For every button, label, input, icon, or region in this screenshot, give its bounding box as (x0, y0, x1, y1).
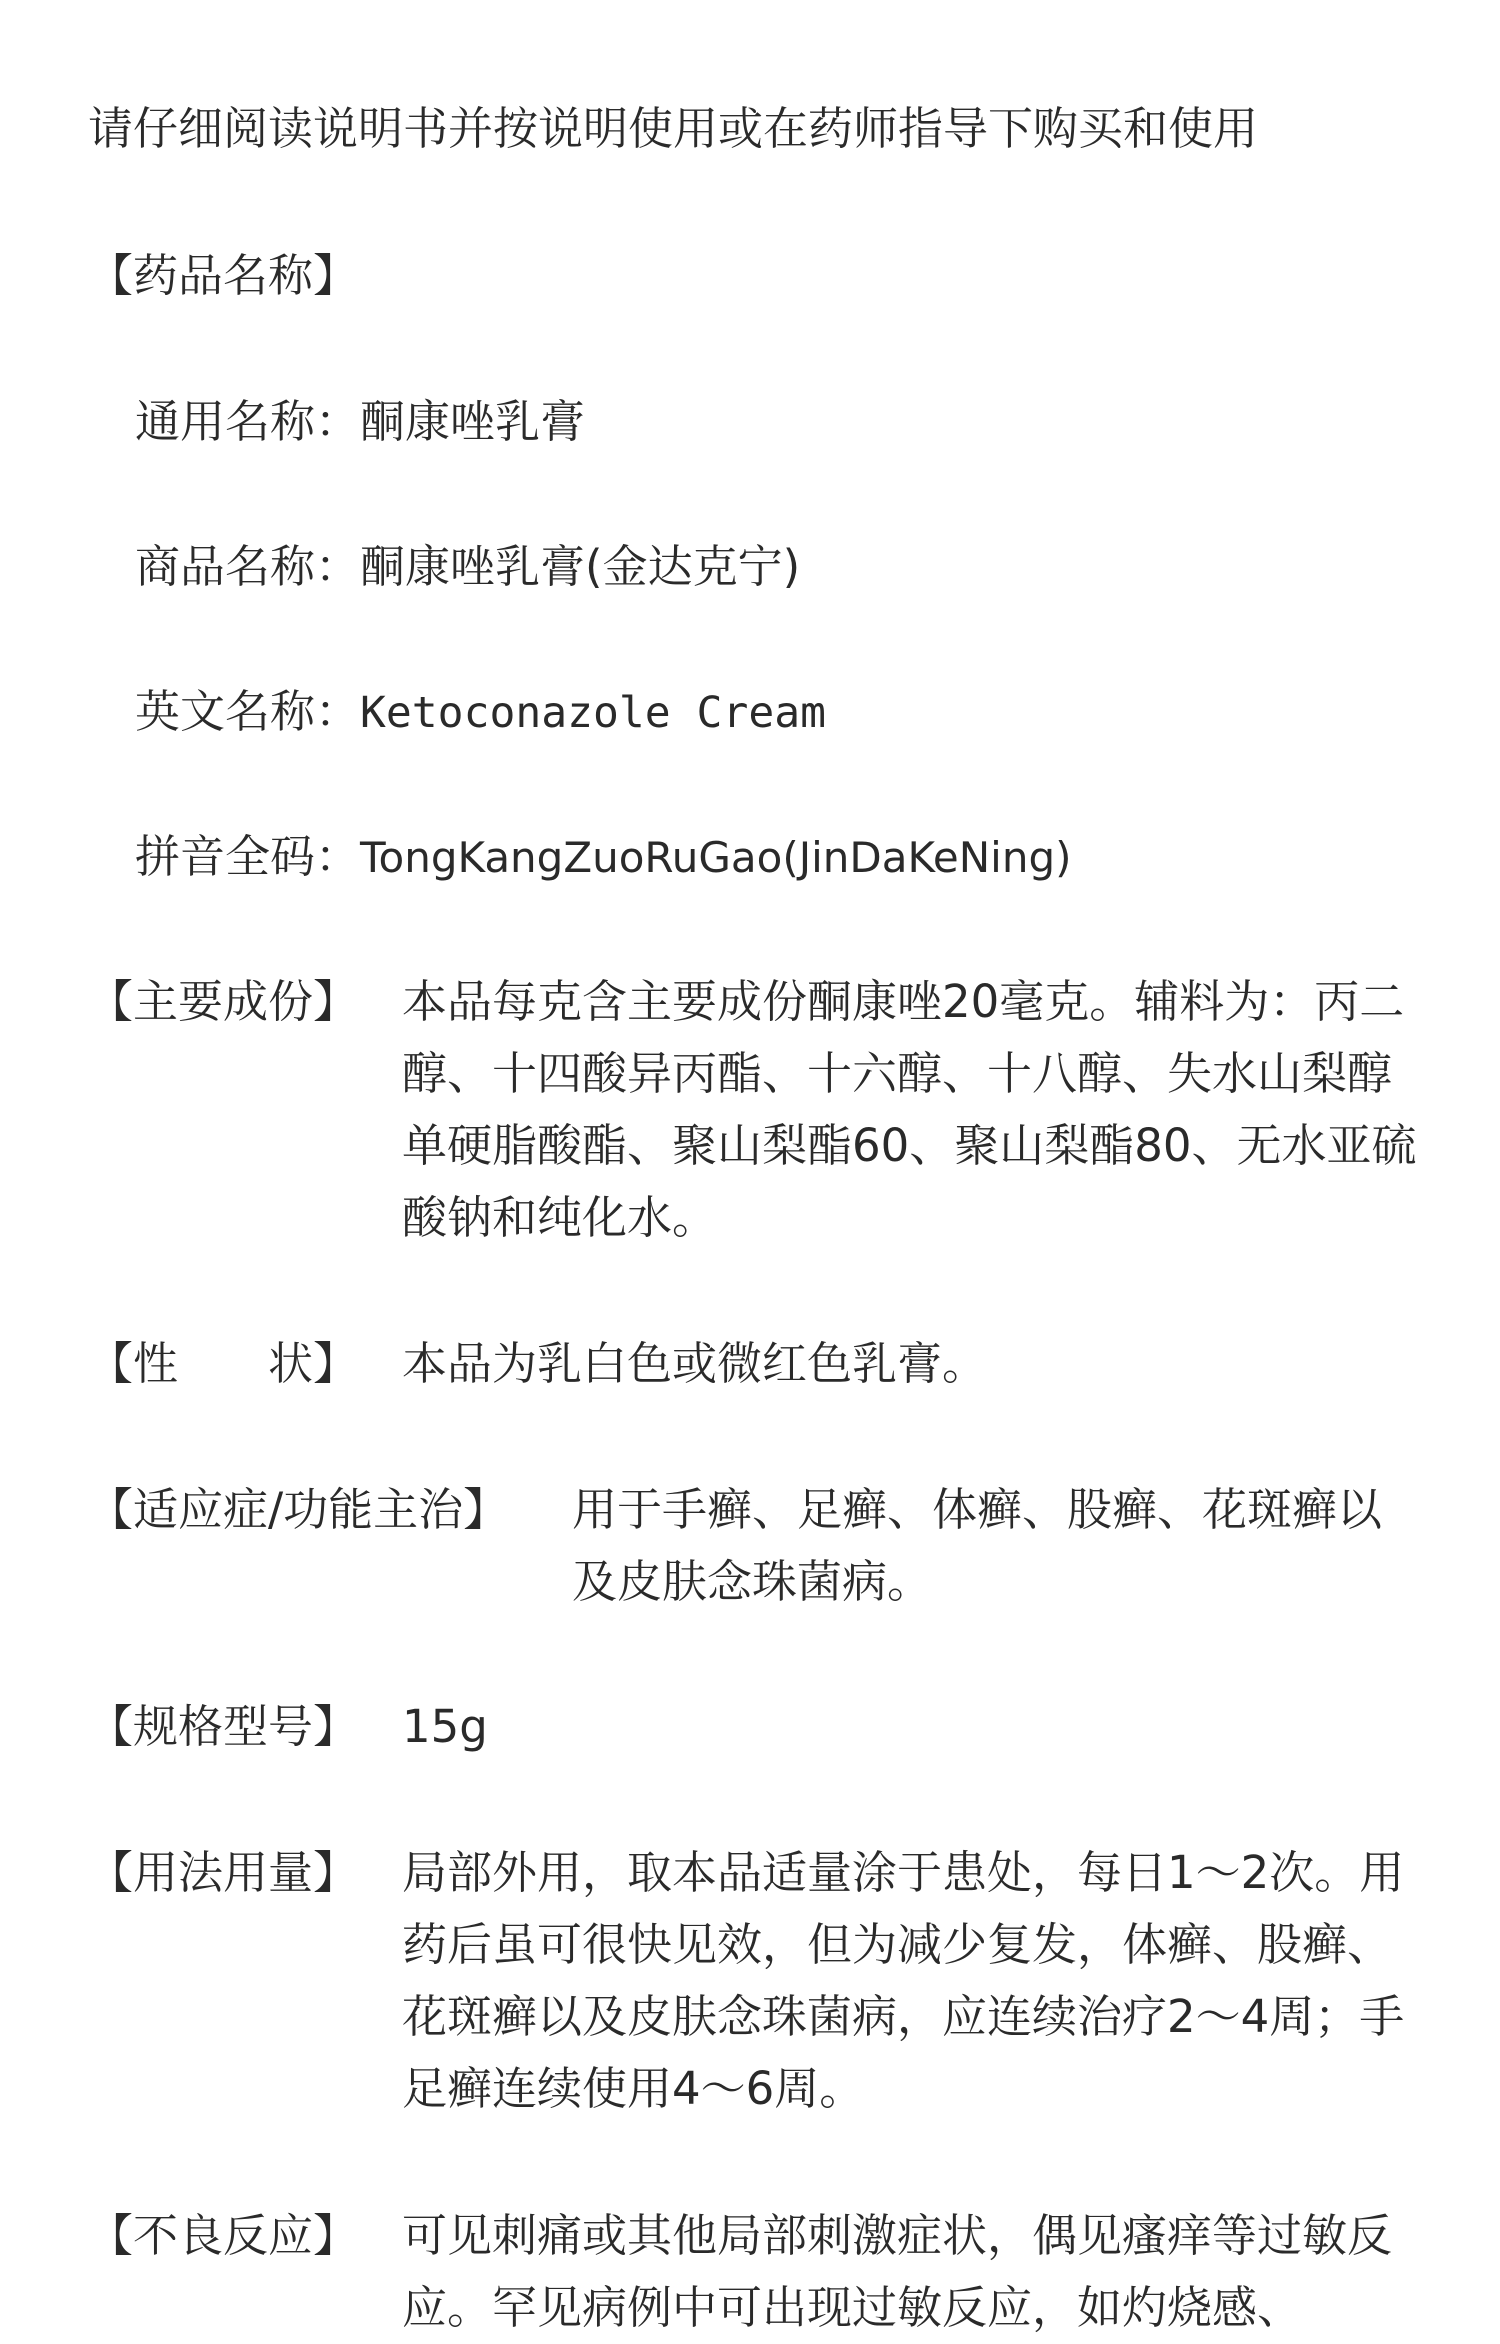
trade-name-row (135, 531, 800, 603)
specification-text: 15g (402, 1700, 488, 1753)
ingredients-text: 本品每克含主要成份酮康唑20毫克。辅料为：丙二醇、十四酸异丙酯、十六醇、十八醇、失水山梨醇单硬脂酸酯、聚山梨酯60、聚山梨酯80、无水亚硫酸钠和纯化水。 (402, 975, 1417, 1244)
english-name-row (135, 676, 826, 749)
trade-name-label: 商品名称： (135, 540, 361, 593)
adverse-reactions-text: 可见刺痛或其他局部刺激症状，偶见瘙痒等过敏反应。罕见病例中可出现过敏反应，如灼烧感、 (402, 2209, 1393, 2334)
english-name-value: Ketoconazole Cream (360, 688, 827, 738)
adverse-reactions-heading: 【不良反应】 (88, 2209, 359, 2262)
ingredients-heading: 【主要成份】 (88, 975, 359, 1028)
appearance-heading: 【性 状】 (88, 1337, 359, 1390)
pinyin-name-label: 拼音全码： (135, 830, 361, 883)
usage-notice: 请仔细阅读说明书并按说明使用或在药师指导下购买和使用 (88, 102, 1259, 155)
trade-name-value: 酮康唑乳膏(金达克宁) (360, 540, 801, 593)
pinyin-name-row (135, 821, 1072, 894)
generic-name-value: 酮康唑乳膏 (360, 395, 586, 448)
dosage-text: 局部外用，取本品适量涂于患处，每日1～2次。用药后虽可很快见效，但为减少复发，体癣、股癣、花斑癣以及皮肤念珠菌病，应连续治疗2～4周；手足癣连续使用4～6周。 (402, 1846, 1405, 2115)
english-name-label: 英文名称： (135, 685, 361, 738)
specification-heading: 【规格型号】 (88, 1700, 359, 1753)
dosage-heading: 【用法用量】 (88, 1846, 359, 1899)
generic-name-label: 通用名称： (135, 395, 361, 448)
indications-heading: 【适应症/功能主治】 (88, 1483, 509, 1536)
appearance-text: 本品为乳白色或微红色乳膏。 (402, 1337, 988, 1390)
pinyin-name-value: TongKangZuoRuGao(JinDaKeNing) (360, 833, 1072, 882)
generic-name-row (135, 386, 585, 458)
drug-name-heading: 【药品名称】 (88, 249, 359, 302)
indications-text: 用于手癣、足癣、体癣、股癣、花斑癣以及皮肤念珠菌病。 (572, 1483, 1383, 1608)
